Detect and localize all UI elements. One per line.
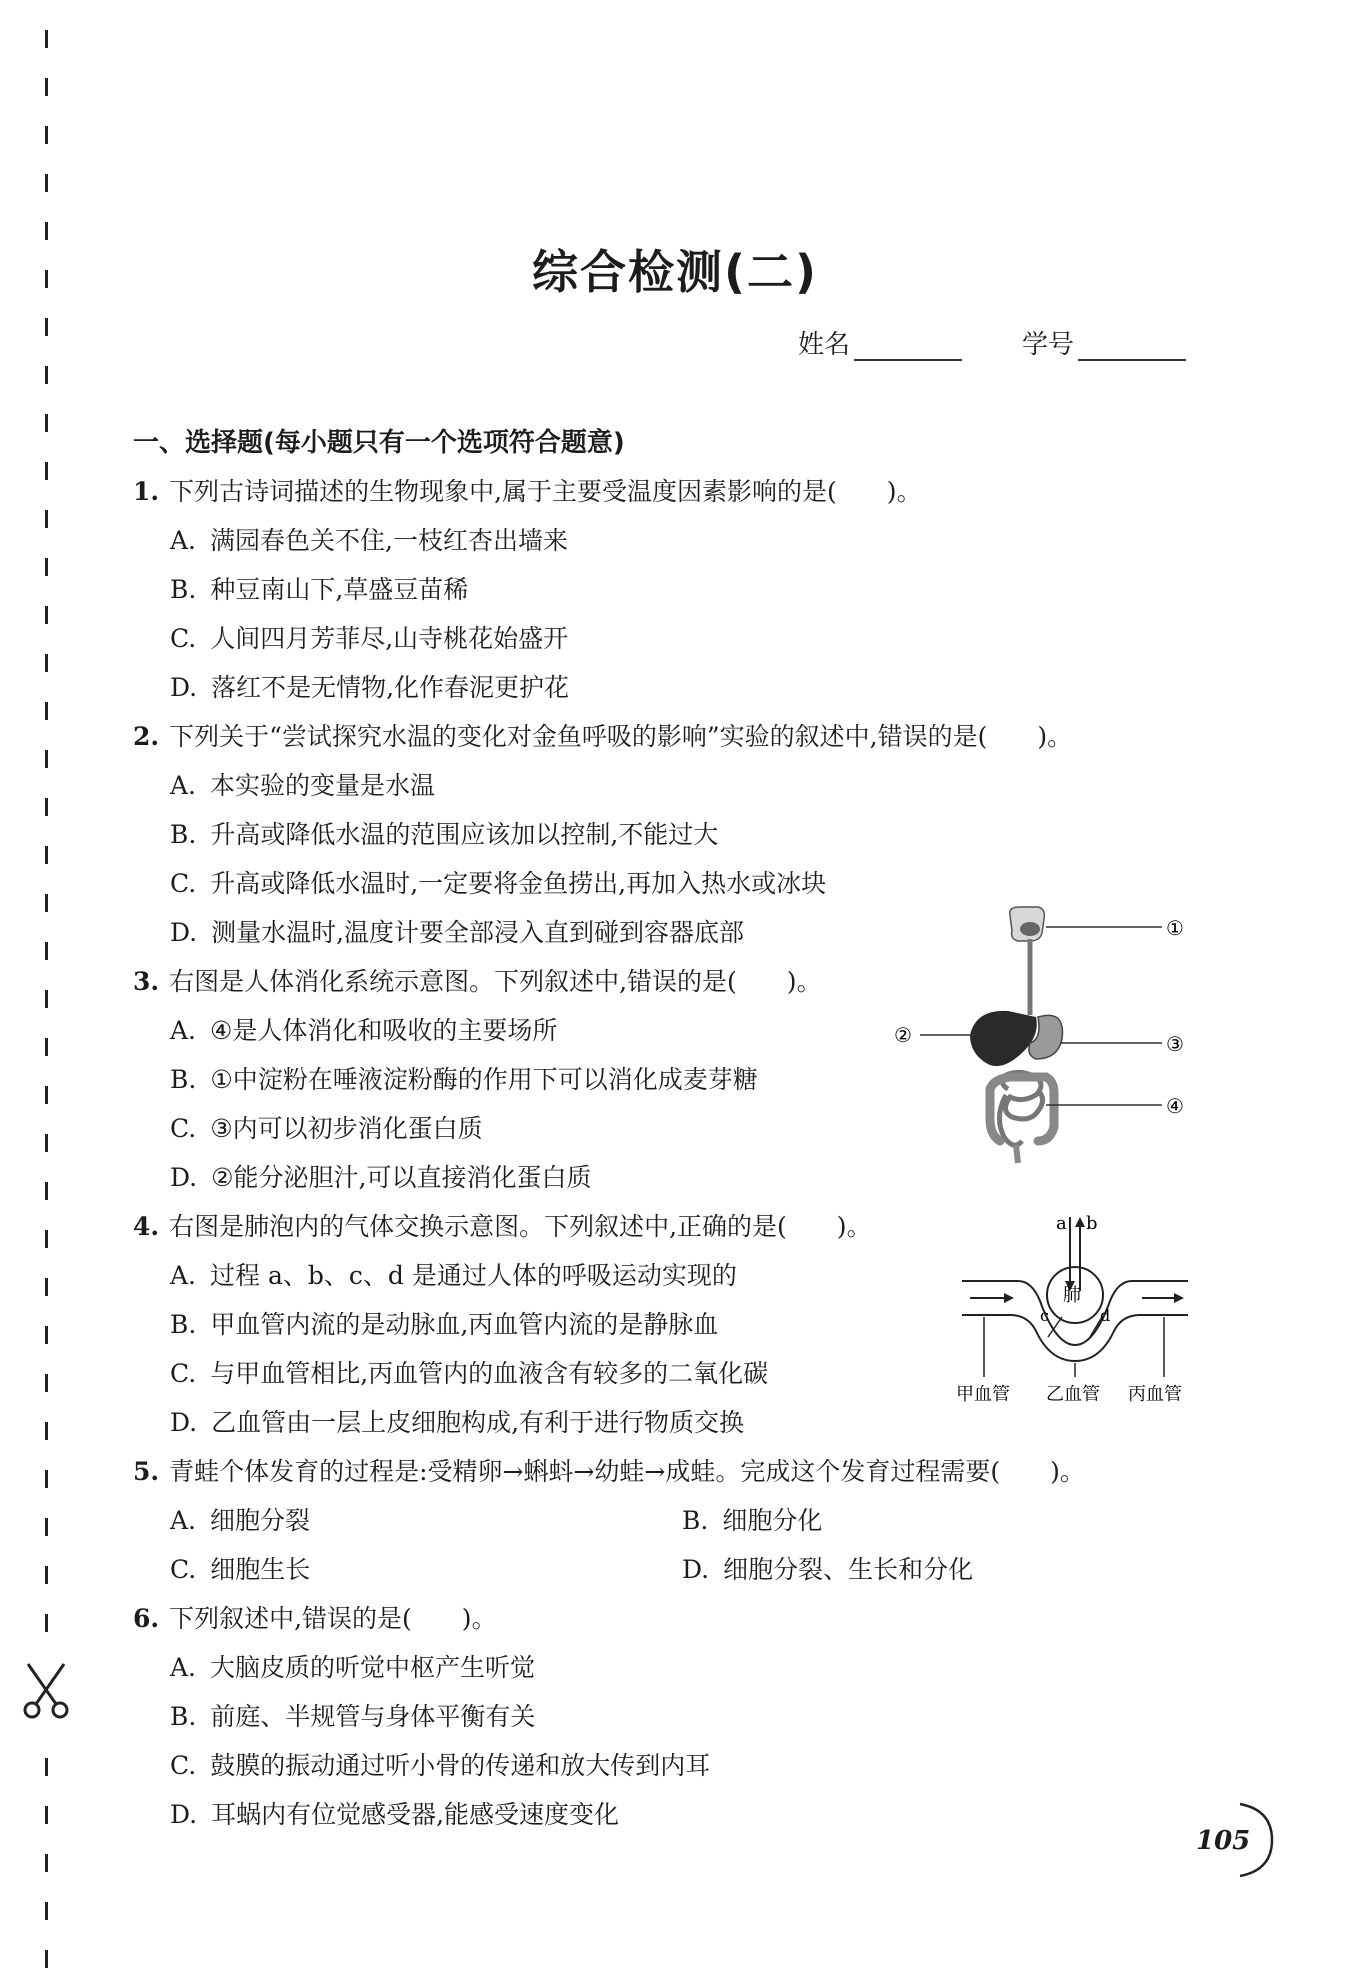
option-letter: C.: [170, 1359, 197, 1388]
vessel-label-yi: 乙血管: [1046, 1384, 1100, 1405]
option-text: ②能分泌胆汁,可以直接消化蛋白质: [211, 1163, 592, 1192]
q2-option-d[interactable]: [170, 913, 744, 949]
cut-line-segment: [45, 318, 48, 336]
cut-line-segment: [45, 558, 48, 576]
student-id-field-label: 学号: [1022, 330, 1075, 360]
question-stem: 下列关于“尝试探究水温的变化对金鱼呼吸的影响”实验的叙述中,错误的是( )。: [169, 722, 1073, 751]
cut-line-segment: [45, 1566, 48, 1584]
question-number: 6.: [133, 1604, 160, 1633]
page-number-arc: [1236, 1800, 1276, 1880]
cut-line-segment: [45, 1230, 48, 1248]
diagram-label-3: ③: [1166, 1032, 1184, 1056]
option-letter: A.: [170, 1261, 197, 1290]
cut-line-segment: [45, 990, 48, 1008]
option-text: 与甲血管相比,丙血管内的血液含有较多的二氧化碳: [210, 1359, 769, 1388]
option-letter: C.: [170, 1751, 197, 1780]
small-intestine-shape: [999, 1072, 1042, 1145]
option-letter: D.: [170, 1163, 198, 1192]
question-number: 3.: [133, 967, 160, 996]
cut-line-segment: [45, 1422, 48, 1440]
diagram-label-2: ②: [894, 1023, 912, 1047]
liver-shape: [970, 1011, 1037, 1066]
option-text: 鼓膜的振动通过听小骨的传递和放大传到内耳: [210, 1751, 711, 1780]
digestive-system-diagram: [890, 905, 1200, 1175]
cut-line-segment: [45, 174, 48, 192]
option-letter: A.: [170, 1653, 197, 1682]
question-stem: 下列叙述中,错误的是( )。: [169, 1604, 497, 1633]
option-text: 大脑皮质的听觉中枢产生听觉: [210, 1653, 536, 1682]
cut-line-segment: [45, 462, 48, 480]
q3-option-a[interactable]: [170, 1011, 557, 1047]
student-id-blank[interactable]: [1078, 331, 1186, 361]
option-text: 细胞分裂、生长和分化: [723, 1555, 974, 1584]
option-text: 人间四月芳菲尽,山寺桃花始盛开: [210, 624, 569, 653]
option-text: 满园春色关不住,一枝红杏出墙来: [210, 526, 568, 555]
process-label-a: a: [1056, 1213, 1067, 1234]
option-letter: B.: [170, 1310, 197, 1339]
option-text: 本实验的变量是水温: [210, 771, 436, 800]
name-field-label: 姓名: [798, 330, 851, 360]
option-text: 乙血管由一层上皮细胞构成,有利于进行物质交换: [211, 1408, 745, 1437]
vessel-label-bing: 丙血管: [1128, 1384, 1182, 1405]
question-stem: 右图是人体消化系统示意图。下列叙述中,错误的是( )。: [169, 967, 822, 996]
option-letter: C.: [170, 1555, 197, 1584]
cut-line-segment: [45, 1086, 48, 1104]
process-label-d: d: [1100, 1306, 1111, 1325]
flow-arrow-right-head: [1174, 1293, 1184, 1303]
option-letter: B.: [170, 820, 197, 849]
option-letter: A.: [170, 771, 197, 800]
option-text: 升高或降低水温的范围应该加以控制,不能过大: [210, 820, 719, 849]
q5-option-b[interactable]: [682, 1501, 822, 1537]
process-label-c: c: [1040, 1306, 1049, 1325]
cut-line-segment: [45, 702, 48, 720]
cut-line-segment: [45, 414, 48, 432]
question-number: 5.: [133, 1457, 160, 1486]
student-id-field[interactable]: [1022, 324, 1186, 361]
cut-line-segment: [45, 942, 48, 960]
diagram-label-1: ①: [1166, 916, 1184, 940]
q5-option-c[interactable]: [170, 1550, 310, 1586]
cut-line-segment: [45, 846, 48, 864]
question-3: [133, 962, 822, 998]
cut-line-segment: [45, 1374, 48, 1392]
question-stem: 青蛙个体发育的过程是:受精卵→蝌蚪→幼蛙→成蛙。完成这个发育过程需要( )。: [169, 1457, 1085, 1486]
cut-line-segment: [45, 30, 48, 48]
option-letter: B.: [170, 1702, 197, 1731]
option-text: 甲血管内流的是动脉血,丙血管内流的是静脉血: [210, 1310, 719, 1339]
q6-option-a[interactable]: [170, 1648, 535, 1684]
q4-option-d[interactable]: [170, 1403, 744, 1439]
option-letter: D.: [170, 1800, 198, 1829]
arrow-c: [1048, 1317, 1062, 1337]
question-4: [133, 1207, 872, 1243]
option-text: 耳蜗内有位觉感受器,能感受速度变化: [211, 1800, 620, 1829]
q3-option-b[interactable]: [170, 1060, 758, 1096]
cut-line-segment: [45, 1470, 48, 1488]
cut-line-segment: [45, 750, 48, 768]
cut-line-segment: [45, 1854, 48, 1872]
cut-line-segment: [45, 1950, 48, 1968]
option-text: 升高或降低水温时,一定要将金鱼捞出,再加入热水或冰块: [210, 869, 827, 898]
rectum-shape: [1016, 1145, 1018, 1163]
q4-option-c[interactable]: [170, 1354, 768, 1390]
cut-line-segment: [45, 1278, 48, 1296]
question-6: [133, 1599, 497, 1635]
option-letter: D.: [682, 1555, 710, 1584]
option-text: 细胞分裂: [210, 1506, 311, 1535]
vessel-label-jia: 甲血管: [956, 1384, 1010, 1405]
option-letter: D.: [170, 673, 198, 702]
question-number: 4.: [133, 1212, 160, 1241]
diagram-label-4: ④: [1166, 1094, 1184, 1118]
option-text: 过程 a、b、c、d 是通过人体的呼吸运动实现的: [210, 1261, 737, 1290]
question-number: 2.: [133, 722, 160, 751]
q2-option-a[interactable]: [170, 766, 435, 802]
option-text: ④是人体消化和吸收的主要场所: [210, 1016, 558, 1045]
cut-line-segment: [45, 1038, 48, 1056]
option-letter: C.: [170, 624, 197, 653]
cut-line-segment: [45, 1902, 48, 1920]
q6-option-b[interactable]: [170, 1697, 535, 1733]
option-text: 细胞分化: [722, 1506, 823, 1535]
cut-line-segment: [45, 126, 48, 144]
option-letter: A.: [170, 1506, 197, 1535]
cut-line-segment: [45, 654, 48, 672]
q1-option-a[interactable]: [170, 521, 568, 557]
option-text: 落红不是无情物,化作春泥更护花: [211, 673, 570, 702]
option-letter: A.: [170, 526, 197, 555]
option-text: ③内可以初步消化蛋白质: [210, 1114, 483, 1143]
option-letter: D.: [170, 918, 198, 947]
option-text: 种豆南山下,草盛豆苗稀: [210, 575, 469, 604]
option-letter: B.: [170, 1065, 197, 1094]
q5-option-d[interactable]: [682, 1550, 973, 1586]
cut-line-segment: [45, 798, 48, 816]
q3-option-c[interactable]: [170, 1109, 483, 1145]
alveolus-label: 肺: [1063, 1285, 1081, 1306]
vessel-lower-wall: [962, 1315, 1188, 1361]
option-text: ①中淀粉在唾液淀粉酶的作用下可以消化成麦芽糖: [210, 1065, 758, 1094]
option-letter: B.: [682, 1506, 709, 1535]
cut-line-segment: [45, 1326, 48, 1344]
cut-line-segment: [45, 1518, 48, 1536]
q1-option-c[interactable]: [170, 619, 568, 655]
cut-line-segment: [45, 1758, 48, 1776]
page-title: 综合检测(二): [531, 245, 819, 299]
arrow-b-head: [1075, 1217, 1085, 1227]
q3-option-d[interactable]: [170, 1158, 591, 1194]
question-stem: 右图是肺泡内的气体交换示意图。下列叙述中,正确的是( )。: [169, 1212, 872, 1241]
question-2: [133, 717, 1072, 753]
q2-option-c[interactable]: [170, 864, 826, 900]
process-label-b: b: [1086, 1213, 1098, 1234]
question-stem: 下列古诗词描述的生物现象中,属于主要受温度因素影响的是( )。: [169, 477, 922, 506]
flow-arrow-left-head: [1004, 1293, 1014, 1303]
q6-option-c[interactable]: [170, 1746, 710, 1782]
option-letter: C.: [170, 869, 197, 898]
q6-option-d[interactable]: [170, 1795, 619, 1831]
question-5: [133, 1452, 1085, 1488]
section-heading: 一、选择题(每小题只有一个选项符合题意): [133, 428, 625, 458]
option-letter: C.: [170, 1114, 197, 1143]
cut-line-segment: [45, 894, 48, 912]
question-1: [133, 472, 922, 508]
mouth-cavity: [1020, 922, 1040, 936]
question-number: 1.: [133, 477, 160, 506]
cut-line-segment: [45, 510, 48, 528]
q4-option-b[interactable]: [170, 1305, 718, 1341]
q5-option-a[interactable]: [170, 1501, 310, 1537]
cut-line-segment: [45, 1134, 48, 1152]
cut-line-segment: [45, 606, 48, 624]
cut-line-segment: [45, 1182, 48, 1200]
page-number: 105: [1196, 1826, 1251, 1856]
name-blank[interactable]: [854, 331, 962, 361]
name-field[interactable]: [798, 324, 962, 361]
option-text: 细胞生长: [210, 1555, 311, 1584]
cut-line-segment: [45, 1806, 48, 1824]
q1-option-b[interactable]: [170, 570, 468, 606]
q2-option-b[interactable]: [170, 815, 718, 851]
cut-line-segment: [45, 366, 48, 384]
q1-option-d[interactable]: [170, 668, 569, 704]
option-text: 前庭、半规管与身体平衡有关: [210, 1702, 536, 1731]
option-letter: B.: [170, 575, 197, 604]
scissors-icon: [18, 1660, 74, 1720]
option-letter: D.: [170, 1408, 198, 1437]
alveolus-exchange-diagram: [950, 1205, 1200, 1410]
cut-line-segment: [45, 78, 48, 96]
cut-line-segment: [45, 1614, 48, 1632]
option-letter: A.: [170, 1016, 197, 1045]
option-text: 测量水温时,温度计要全部浸入直到碰到容器底部: [211, 918, 745, 947]
q4-option-a[interactable]: [170, 1256, 737, 1292]
